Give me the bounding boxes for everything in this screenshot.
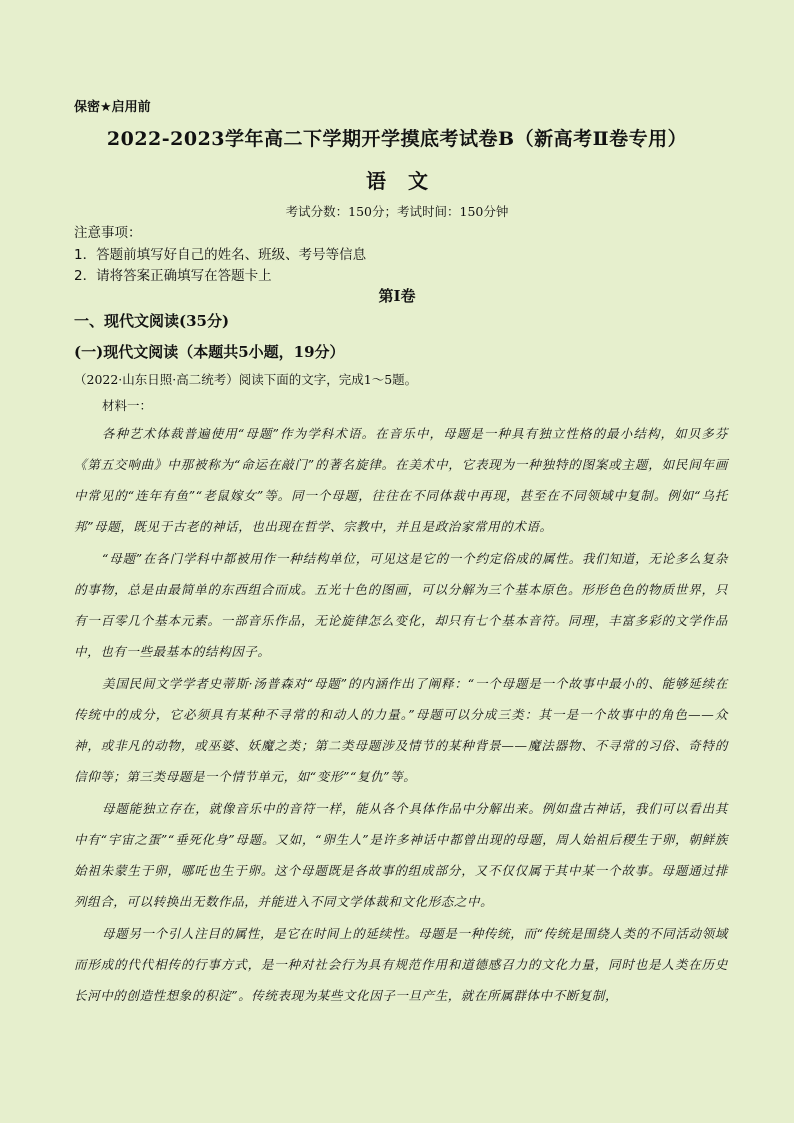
paragraph-1: 各种艺术体裁普遍使用“母题”作为学科术语。在音乐中，母题是一种具有独立性格的最小结构，如贝多芬《第五交响曲》中那被称为“命运在敲门”的著名旋律。在美术中，它表现为一种独特的图案或主题，如民间年画中常见的“连年有鱼”“老鼠嫁女”等。同一个母题，往往在不同体裁中再现，甚至在不同领域中复制。例如“乌托邦”母题，既见于古老的神话，也出现在哲学、宗教中，并且是政治家常用的术语。: [74, 426, 728, 534]
passage-source: （2022·山东日照·高二统考）阅读下面的文字，完成1～5题。: [74, 372, 418, 387]
notice-item-1: 1．答题前填写好自己的姓名、班级、考号等信息: [74, 247, 367, 263]
subject-title: 语文: [366, 169, 450, 193]
confidential-label: 保密★启用前: [74, 100, 151, 115]
paragraph-4: 母题能独立存在，就像音乐中的音符一样，能从各个具体作品中分解出来。例如盘古神话，我们可以看出其中有“宇宙之蛋”“垂死化身”母题。又如，“卵生人”是许多神话中都曾出现的母题，周人始祖后稷生于卵，朝鲜族始祖朱蒙生于卵，哪吒也生于卵。这个母题既是各故事的组成部分，又不仅仅属于其中某一个故事。母题通过排列组合，可以转换出无数作品，并能进入不同文学体裁和文化形态之中。: [74, 801, 728, 909]
paragraph-5: 母题另一个引人注目的属性，是它在时间上的延续性。母题是一种传统，而“传统是围绕人类的不同活动领域而形成的代代相传的行事方式，是一种对社会行为具有规范作用和道德感召力的文化力量，同时也是人类在历史长河中的创造性想象的积淀”。传统表现为某些文化因子一旦产生，就在所属群体中不断复制，: [74, 926, 728, 1003]
exam-meta: 考试分数：150分；考试时间：150分钟: [285, 204, 509, 219]
subsection-heading: (一)现代文阅读（本题共5小题，19分）: [74, 343, 345, 361]
paragraph-3: 美国民间文学学者史蒂斯·汤普森对“母题”的内涵作出了阐释：“一个母题是一个故事中最小的、能够延续在传统中的成分，它必须具有某种不寻常的和动人的力量。”母题可以分成三类：其一是一个故事中的角色——众神，或非凡的动物，或巫婆、妖魔之类；第二类母题涉及情节的某种背景——魔法器物、不寻常的习俗、奇特的信仰等；第三类母题是一个情节单元，如“变形”“复仇”等。: [74, 676, 728, 784]
material-label: 材料一：: [102, 398, 153, 413]
notice-item-2: 2．请将答案正确填写在答题卡上: [74, 268, 272, 284]
exam-title: 2022-2023学年高二下学期开学摸底考试卷B（新高考Ⅱ卷专用）: [106, 128, 688, 150]
notice-heading: 注意事项：: [74, 225, 142, 241]
volume-heading: 第Ⅰ卷: [378, 287, 416, 305]
paragraph-2: “母题”在各门学科中都被用作一种结构单位，可见这是它的一个约定俗成的属性。我们知道，无论多么复杂的事物，总是由最简单的东西组合而成。五光十色的图画，可以分解为三个基本原色。形形色色的物质世界，只有一百零几个基本元素。一部音乐作品，无论旋律怎么变化，却只有七个基本音符。同理，丰富多彩的文学作品中，也有一些最基本的结构因子。: [74, 551, 728, 659]
section-heading: 一、现代文阅读(35分): [74, 312, 230, 330]
